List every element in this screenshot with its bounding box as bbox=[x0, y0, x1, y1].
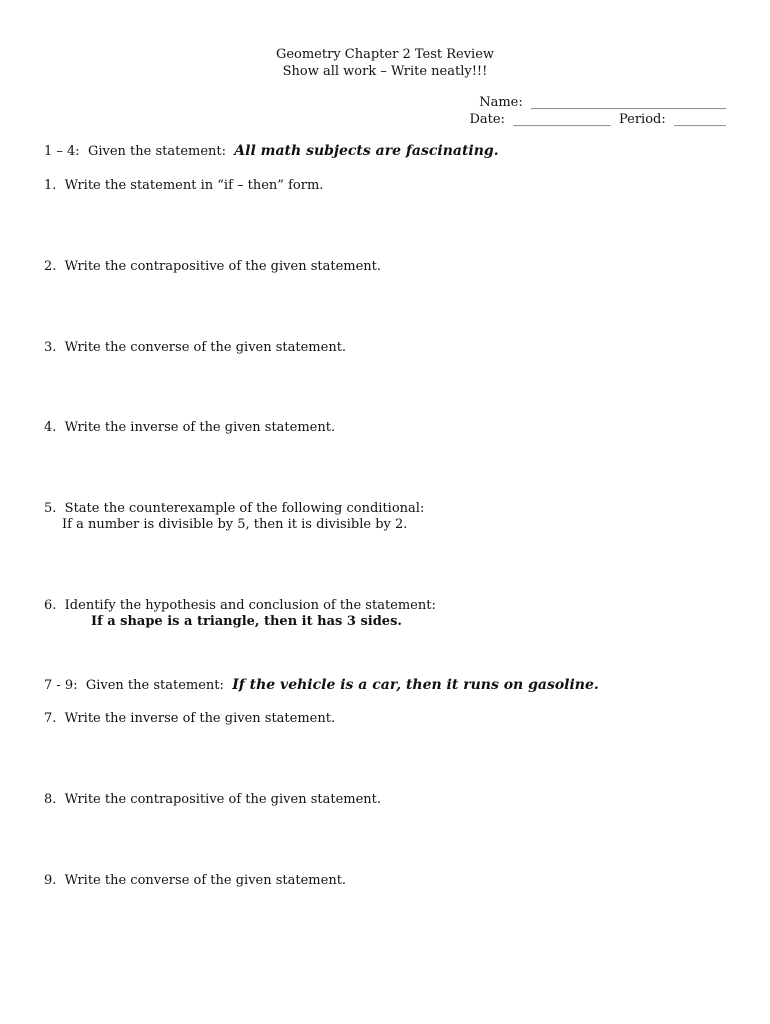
question-6: 6. Identify the hypothesis and conclusion of the statement: bbox=[44, 598, 436, 613]
question-7: 7. Write the inverse of the given statement. bbox=[44, 711, 336, 726]
question-2: 2. Write the contrapositive of the given statement. bbox=[44, 259, 382, 274]
question-3: 3. Write the converse of the given statement. bbox=[44, 340, 347, 355]
section-1-heading bbox=[44, 143, 499, 160]
page-subtitle: Show all work – Write neatly!!! bbox=[282, 64, 488, 79]
section-1-statement: All math subjects are fascinating. bbox=[234, 143, 499, 159]
page-title: Geometry Chapter 2 Test Review bbox=[275, 47, 495, 62]
section-2-statement: If the vehicle is a car, then it runs on gasoline. bbox=[232, 677, 599, 693]
question-8: 8. Write the contrapositive of the given statement. bbox=[44, 792, 382, 807]
question-5: 5. State the counterexample of the following conditional: bbox=[44, 501, 425, 516]
date-period-field: Date: _______________ Period: ________ bbox=[469, 112, 726, 127]
question-4: 4. Write the inverse of the given statement. bbox=[44, 420, 336, 435]
section-2-heading bbox=[44, 677, 599, 694]
question-6-statement: If a shape is a triangle, then it has 3 sides. bbox=[91, 614, 402, 629]
section-2-prefix: 7 - 9: Given the statement: bbox=[44, 678, 233, 693]
question-1: 1. Write the statement in “if – then” form. bbox=[44, 178, 324, 193]
question-5-statement: If a number is divisible by 5, then it is divisible by 2. bbox=[62, 517, 408, 532]
question-9: 9. Write the converse of the given statement. bbox=[44, 873, 347, 888]
section-1-prefix: 1 – 4: Given the statement: bbox=[44, 144, 235, 159]
name-field: Name: ______________________________ bbox=[479, 95, 726, 110]
